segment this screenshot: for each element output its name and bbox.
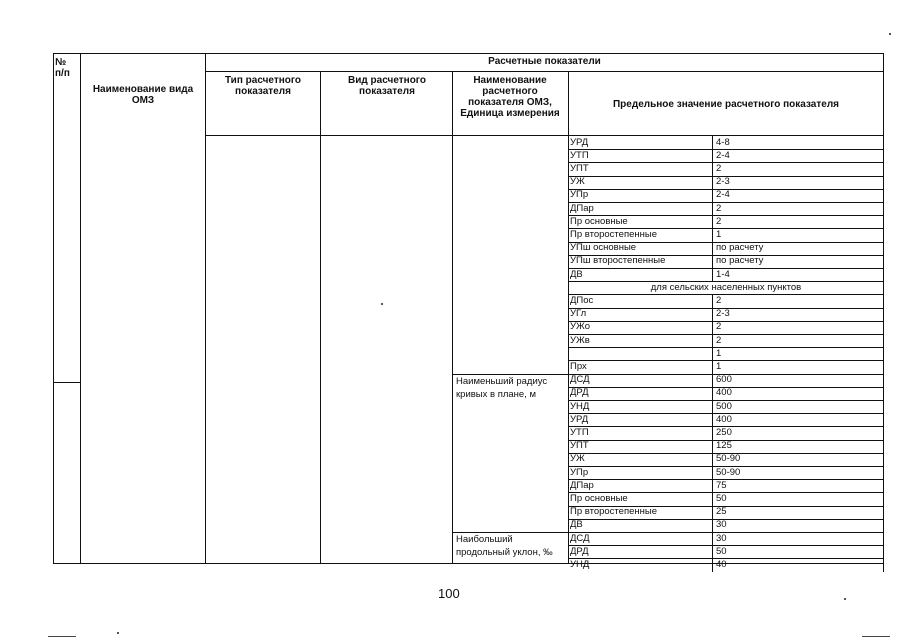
row-right-border [883, 334, 884, 348]
row-value: 2-4 [716, 149, 730, 161]
row-value-divider [712, 215, 713, 229]
indicator-label: Наибольший продольный уклон, ‰ [456, 534, 553, 558]
row-value-divider [712, 440, 713, 454]
row-value-divider [712, 321, 713, 335]
row-code: ДПос [570, 294, 594, 306]
row-value: 2 [716, 215, 722, 227]
row-value: 30 [716, 519, 727, 531]
row-value: 75 [716, 479, 727, 491]
row-value-divider [712, 532, 713, 546]
row-value: 2 [716, 162, 722, 174]
row-value-divider [712, 466, 713, 480]
row-right-border [883, 162, 884, 176]
row-code: УПр [570, 466, 589, 478]
row-code: ДПар [570, 202, 594, 214]
row-right-border [883, 466, 884, 480]
row-value-divider [712, 136, 713, 150]
row-code: Пр второстепенные [570, 228, 657, 240]
row-code: ДРД [570, 387, 589, 399]
row-value: 2 [716, 334, 722, 346]
row-right-border [883, 308, 884, 322]
row-right-border [883, 268, 884, 282]
row-right-border [883, 149, 884, 163]
row-value-divider [712, 162, 713, 176]
row-value-divider [712, 413, 713, 427]
row-right-border [883, 558, 884, 572]
row-value-divider [712, 149, 713, 163]
row-value-divider [712, 492, 713, 506]
row-right-border [883, 321, 884, 335]
row-value-divider [712, 558, 713, 572]
row-value-divider [712, 176, 713, 190]
scan-speck [117, 632, 119, 634]
row-value-divider [712, 347, 713, 361]
header-col-name: Наименование вида ОМЗ [92, 84, 194, 106]
row-code: Прх [570, 360, 587, 372]
row-right-border [883, 255, 884, 269]
row-right-border [883, 374, 884, 388]
row-value: 250 [716, 426, 732, 438]
row-right-border [883, 492, 884, 506]
table-border-bottom [53, 563, 884, 564]
col-divider-type [320, 71, 321, 563]
row-value-divider [712, 255, 713, 269]
subsection-label: для сельских населенных пунктов [650, 281, 802, 293]
row-value: 400 [716, 413, 732, 425]
row-code: УГл [570, 308, 587, 320]
row-value-divider [712, 334, 713, 348]
row-divider [568, 294, 884, 295]
row-value-divider [712, 519, 713, 533]
row-right-border [883, 532, 884, 546]
row-value-divider [712, 374, 713, 388]
header-col-limit: Предельное значение расчетного показателя [612, 99, 840, 110]
row-right-border [883, 281, 884, 295]
row-code: УПТ [570, 440, 589, 452]
row-value: 50 [716, 545, 727, 557]
row-value-divider [712, 202, 713, 216]
row-value: 600 [716, 374, 732, 386]
row-right-border [883, 426, 884, 440]
row-code: УНД [570, 558, 590, 570]
row-right-border [883, 506, 884, 520]
row-right-border [883, 479, 884, 493]
left-stub-line [53, 382, 80, 383]
col-divider-kind [452, 71, 453, 563]
header-col-kind: Вид расчетного показателя [348, 75, 426, 97]
row-divider [568, 202, 884, 203]
row-code: ДВ [570, 268, 583, 280]
row-value: 1 [716, 347, 722, 359]
scan-speck [381, 303, 383, 305]
row-right-border [883, 176, 884, 190]
row-right-border [883, 453, 884, 467]
row-value: 25 [716, 506, 727, 518]
row-code: УЖ [570, 453, 585, 465]
row-value-divider [712, 453, 713, 467]
row-code: ДПар [570, 479, 594, 491]
row-code: ДРД [570, 545, 589, 557]
row-value: 1 [716, 228, 722, 240]
row-value: 2-4 [716, 189, 730, 201]
row-value: по расчету [716, 242, 764, 254]
header-col-num: № п/п [55, 57, 70, 79]
row-value-divider [712, 400, 713, 414]
row-divider [568, 360, 884, 361]
row-right-border [883, 202, 884, 216]
row-value: 40 [716, 558, 727, 570]
group-title-underline [205, 71, 884, 72]
row-value: 125 [716, 440, 732, 452]
row-value-divider [712, 294, 713, 308]
row-right-border [883, 294, 884, 308]
group-divider [452, 374, 568, 375]
row-value-divider [712, 426, 713, 440]
indicator-label: Наименьший радиус кривых в плане, м [456, 375, 548, 400]
row-value: 4-8 [716, 136, 730, 148]
row-value-divider [712, 268, 713, 282]
row-code: УРД [570, 413, 589, 425]
header-col-indicator: Наименование расчетного показателя ОМЗ, Единица измерения [460, 75, 560, 119]
row-code: УПш основные [570, 242, 637, 254]
row-right-border [883, 189, 884, 203]
row-value: 500 [716, 400, 732, 412]
row-value-divider [712, 308, 713, 322]
row-right-border [883, 413, 884, 427]
col-divider-name [205, 53, 206, 563]
row-value: 1-4 [716, 268, 730, 280]
row-value: 400 [716, 387, 732, 399]
scan-speck [844, 598, 846, 600]
row-value: 30 [716, 532, 727, 544]
row-right-border [883, 242, 884, 256]
row-right-border [883, 360, 884, 374]
page-number: 100 [438, 586, 460, 601]
row-value: 50-90 [716, 466, 741, 478]
row-code: УЖо [570, 321, 590, 333]
row-code: УРД [570, 136, 589, 148]
row-value: 2-3 [716, 176, 730, 188]
row-value: 2 [716, 202, 722, 214]
header-col-type: Тип расчетного показателя [224, 75, 302, 97]
row-code: УПТ [570, 162, 589, 174]
row-code: ДСД [570, 374, 590, 386]
row-right-border [883, 215, 884, 229]
row-value: 2 [716, 294, 722, 306]
scan-speck [889, 33, 891, 35]
header-group-title: Расчетные показатели [488, 56, 601, 67]
row-right-border [883, 519, 884, 533]
row-right-border [883, 400, 884, 414]
table-border-left [53, 53, 54, 563]
row-code: УНД [570, 400, 590, 412]
row-code: ДСД [570, 532, 590, 544]
row-code: УПш второстепенные [570, 255, 666, 267]
row-right-border [883, 228, 884, 242]
row-divider [568, 347, 884, 348]
row-divider [568, 321, 884, 322]
row-value: 1 [716, 360, 722, 372]
row-code: Пр основные [570, 215, 628, 227]
row-value: 50-90 [716, 453, 741, 465]
row-code: УЖ [570, 176, 585, 188]
row-right-border [883, 387, 884, 401]
col-divider-num [80, 53, 81, 563]
header-bottom-line [205, 135, 884, 136]
row-value: 2-3 [716, 308, 730, 320]
table-border-top [53, 53, 884, 54]
row-value: по расчету [716, 255, 764, 267]
scan-edge-mark [48, 636, 76, 637]
row-value-divider [712, 242, 713, 256]
row-value-divider [712, 360, 713, 374]
row-right-border [883, 347, 884, 361]
row-divider [568, 334, 884, 335]
row-value: 50 [716, 492, 727, 504]
row-value-divider [712, 228, 713, 242]
row-code: ДВ [570, 519, 583, 531]
row-code: УТП [570, 149, 589, 161]
scan-edge-mark [862, 636, 890, 637]
row-code: Пр основные [570, 492, 628, 504]
row-value-divider [712, 506, 713, 520]
group-divider [452, 532, 568, 533]
row-value-divider [712, 189, 713, 203]
row-code: УТП [570, 426, 589, 438]
row-code: Пр второстепенные [570, 506, 657, 518]
row-code: УЖв [570, 334, 590, 346]
row-code: УПр [570, 189, 589, 201]
row-divider [568, 162, 884, 163]
row-right-border [883, 440, 884, 454]
row-value-divider [712, 479, 713, 493]
col-divider-indicator [568, 71, 569, 563]
row-right-border [883, 136, 884, 150]
row-value: 2 [716, 321, 722, 333]
row-value-divider [712, 545, 713, 559]
row-value-divider [712, 387, 713, 401]
row-right-border [883, 545, 884, 559]
